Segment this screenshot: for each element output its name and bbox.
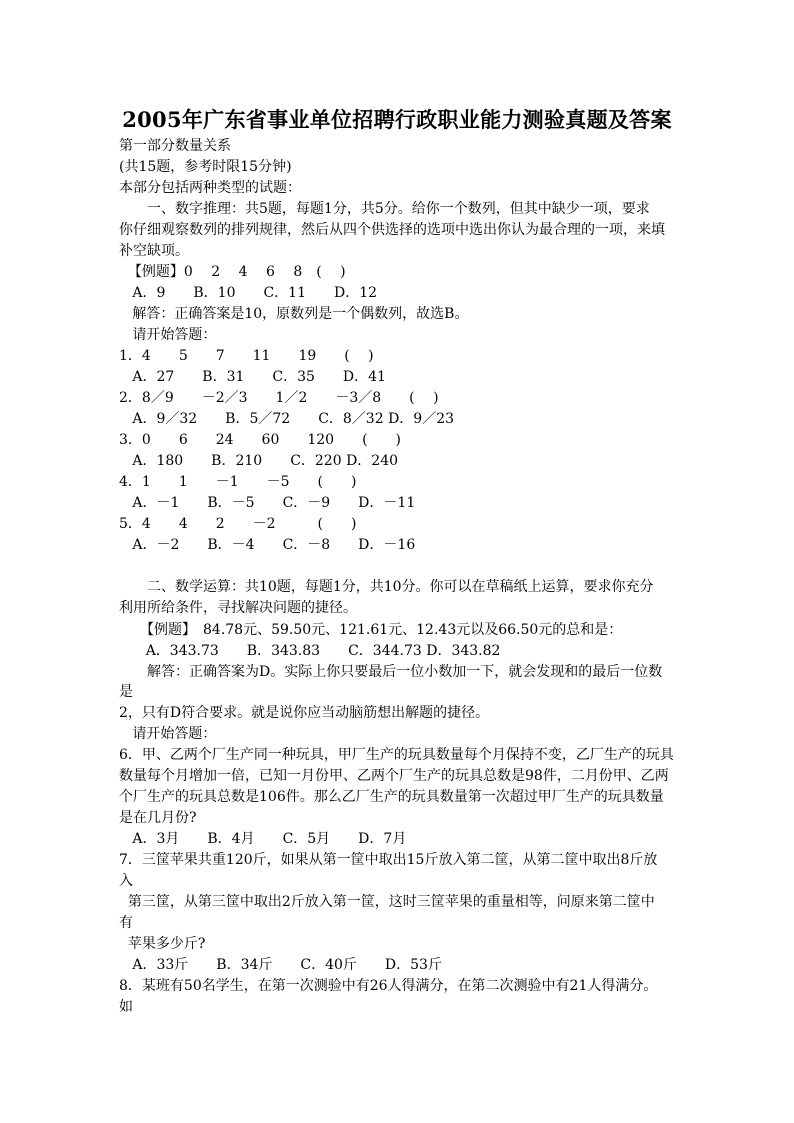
- question-7-text: 第三筐，从第三筐中取出2斤放入第一筐，这时三筐苹果的重量相等，问原来第二筐中: [119, 894, 655, 910]
- question-6-options: A．3月 B．4月 C．5月 D．7月: [119, 831, 407, 847]
- question-6-text: 数量每个月增加一倍，已知一月份甲、乙两个厂生产的玩具总数是98件，二月份甲、乙两: [119, 768, 669, 784]
- example-answer: 解答：正确答案为D。实际上你只要最后一位小数加一下，就会发现和的最后一位数: [119, 664, 663, 680]
- question-3: 3．0 6 24 60 120 ( ): [119, 432, 401, 448]
- start-prompt: 请开始答题：: [119, 327, 217, 343]
- start-prompt: 请开始答题：: [119, 726, 217, 742]
- question-1-options: A．27 B．31 C．35 D．41: [119, 369, 386, 385]
- text-line: 本部分包括两种类型的试题：: [119, 180, 301, 196]
- question-8-text: 如: [119, 999, 133, 1015]
- question-6-text: 个厂生产的玩具总数是106件。那么乙厂生产的玩具数量第一次超过甲厂生产的玩具数量: [119, 789, 664, 805]
- section-heading: 第一部分数量关系: [119, 138, 231, 154]
- text-line: 一、数字推理：共5题，每题1分，共5分。给你一个数列，但其中缺少一项，要求: [119, 201, 650, 217]
- question-2-options: A．9／32 B．5／72 C．8／32 D．9／23: [119, 411, 455, 427]
- question-7: 7．三筐苹果共重120斤，如果从第一筐中取出15斤放入第二筐，从第二筐中取出8斤放: [119, 852, 658, 868]
- question-2: 2．8／9 －2／3 1／2 －3／8 ( ): [119, 390, 439, 406]
- example-options: A．343.73 B．343.83 C．344.73 D．343.82: [119, 643, 501, 659]
- example-question: 【例题】0 2 4 6 8 ( ): [119, 264, 346, 280]
- question-7-text: 有: [119, 915, 133, 931]
- text-line: 你仔细观察数列的排列规律，然后从四个供选择的选项中选出你认为最合理的一项，来填: [119, 222, 665, 238]
- question-8: 8．某班有50名学生，在第一次测验中有26人得满分，在第二次测验中有21人得满分。: [119, 978, 658, 994]
- page-title: 2005年广东省事业单位招聘行政职业能力测验真题及答案: [122, 107, 672, 132]
- question-5: 5．4 4 2 －2 ( ): [119, 516, 357, 532]
- text-line: 二、数学运算：共10题，每题1分，共10分。你可以在草稿纸上运算，要求你充分: [119, 579, 654, 595]
- text-line: 利用所给条件，寻找解决问题的捷径。: [119, 600, 357, 616]
- question-6-text: 是在几月份?: [119, 810, 197, 826]
- example-answer: 解答：正确答案是10，原数列是一个偶数列，故选B。: [119, 306, 469, 322]
- example-options: A．9 B．10 C．11 D．12: [119, 285, 378, 301]
- question-7-text: 入: [119, 873, 133, 889]
- question-4-options: A．－1 B．－5 C．－9 D．－11: [119, 495, 416, 511]
- text-line: 2，只有D符合要求。就是说你应当动脑筋想出解题的捷径。: [119, 705, 490, 721]
- question-7-options: A．33斤 B．34斤 C．40斤 D．53斤: [119, 957, 442, 973]
- question-1: 1．4 5 7 11 19 ( ): [119, 348, 374, 364]
- text-line: 是: [119, 684, 133, 700]
- question-3-options: A．180 B．210 C．220 D．240: [119, 453, 399, 469]
- text-line: (共15题，参考时限15分钟): [119, 159, 292, 175]
- text-line: 补空缺项。: [119, 243, 189, 259]
- question-7-text: 苹果多少斤?: [119, 936, 206, 952]
- question-5-options: A．－2 B．－4 C．－8 D．－16: [119, 537, 416, 553]
- example-question: 【例题】 84.78元、59.50元、121.61元、12.43元以及66.50元的总和是：: [119, 622, 623, 638]
- question-4: 4．1 1 －1 －5 ( ): [119, 474, 357, 490]
- question-6: 6．甲、乙两个厂生产同一种玩具，甲厂生产的玩具数量每个月保持不变，乙厂生产的玩具: [119, 747, 674, 763]
